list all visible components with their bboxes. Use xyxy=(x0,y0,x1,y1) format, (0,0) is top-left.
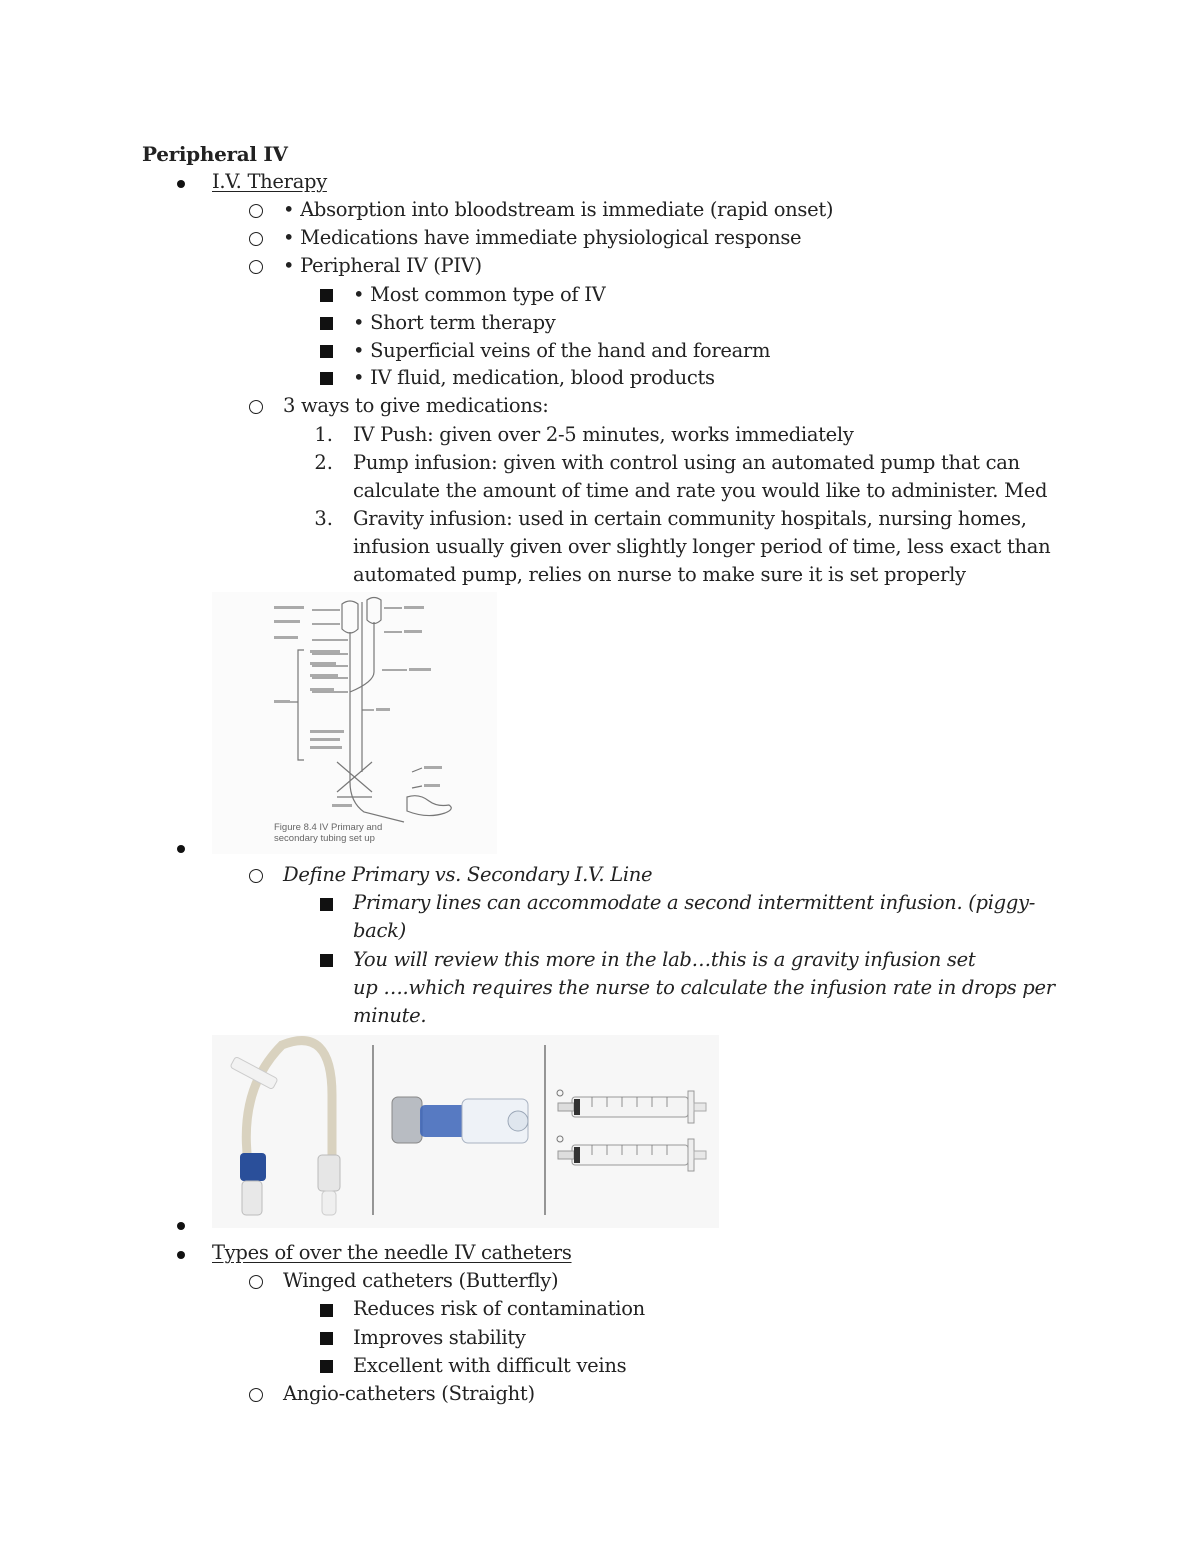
bullet-circle xyxy=(249,1388,263,1402)
iv-tubing-illustration xyxy=(212,592,497,854)
page-title: Peripheral IV xyxy=(142,142,288,166)
bullet-dot xyxy=(177,1222,185,1230)
bullet-square xyxy=(320,317,333,330)
iv-tubing-diagram xyxy=(212,592,497,854)
list-number: 1. xyxy=(314,423,333,446)
list-item: Define Primary vs. Secondary I.V. Line xyxy=(283,863,653,886)
bullet-square xyxy=(320,372,333,385)
list-number: 2. xyxy=(314,451,333,474)
bullet-square xyxy=(320,1360,333,1373)
section-heading-iv-therapy: I.V. Therapy xyxy=(212,170,327,193)
list-item-continuation: automated pump, relies on nurse to make sure it is set properly xyxy=(353,563,966,586)
bullet-circle xyxy=(249,400,263,414)
list-item: Improves stability xyxy=(353,1326,526,1349)
extension-set-image xyxy=(230,1041,340,1215)
list-item: • Most common type of IV xyxy=(353,283,606,306)
list-item: • Short term therapy xyxy=(353,311,556,334)
list-item: Angio-catheters (Straight) xyxy=(283,1382,535,1405)
bullet-circle xyxy=(249,204,263,218)
list-number: 3. xyxy=(314,507,333,530)
needleless-connector-image xyxy=(392,1097,528,1143)
bullet-square xyxy=(320,345,333,358)
list-item-continuation: calculate the amount of time and rate you would like to administer. Med xyxy=(353,479,1048,502)
list-item: • Peripheral IV (PIV) xyxy=(283,254,482,277)
list-item: Pump infusion: given with control using an automated pump that can xyxy=(353,451,1020,474)
list-item: • Superficial veins of the hand and forearm xyxy=(353,339,771,362)
bullet-circle xyxy=(249,260,263,274)
list-item: You will review this more in the lab…this is a gravity infusion set xyxy=(353,948,976,971)
list-item-continuation: back) xyxy=(353,919,406,942)
bullet-circle xyxy=(249,1275,263,1289)
bullet-square xyxy=(320,1304,333,1317)
list-item-continuation: minute. xyxy=(353,1004,427,1027)
list-item: • IV fluid, medication, blood products xyxy=(353,366,715,389)
list-item: Winged catheters (Butterfly) xyxy=(283,1269,559,1292)
list-item: 3 ways to give medications: xyxy=(283,394,549,417)
list-item: Gravity infusion: used in certain community hospitals, nursing homes, xyxy=(353,507,1027,530)
bullet-square xyxy=(320,1332,333,1345)
iv-equipment-illustration xyxy=(212,1035,719,1228)
bullet-square xyxy=(320,289,333,302)
figure-caption: secondary tubing set up xyxy=(274,833,375,844)
list-item: • Medications have immediate physiological response xyxy=(283,226,802,249)
bullet-square xyxy=(320,898,333,911)
iv-equipment-photos xyxy=(212,1035,719,1228)
bullet-circle xyxy=(249,232,263,246)
bullet-dot xyxy=(177,1251,185,1259)
bullet-square xyxy=(320,954,333,967)
bullet-dot xyxy=(177,845,185,853)
syringe-image xyxy=(557,1090,706,1171)
list-item: Reduces risk of contamination xyxy=(353,1297,645,1320)
section-heading-catheters: Types of over the needle IV catheters xyxy=(212,1241,572,1264)
list-item: IV Push: given over 2-5 minutes, works immediately xyxy=(353,423,854,446)
list-item: • Absorption into bloodstream is immediate (rapid onset) xyxy=(283,198,834,221)
bullet-dot xyxy=(177,180,185,188)
figure-caption: Figure 8.4 IV Primary and xyxy=(274,822,383,833)
list-item: Excellent with difficult veins xyxy=(353,1354,627,1377)
bullet-circle xyxy=(249,869,263,883)
list-item-continuation: up ….which requires the nurse to calculate the infusion rate in drops per xyxy=(353,976,1055,999)
list-item-continuation: infusion usually given over slightly longer period of time, less exact than xyxy=(353,535,1051,558)
list-item: Primary lines can accommodate a second intermittent infusion. (piggy- xyxy=(353,891,1036,914)
